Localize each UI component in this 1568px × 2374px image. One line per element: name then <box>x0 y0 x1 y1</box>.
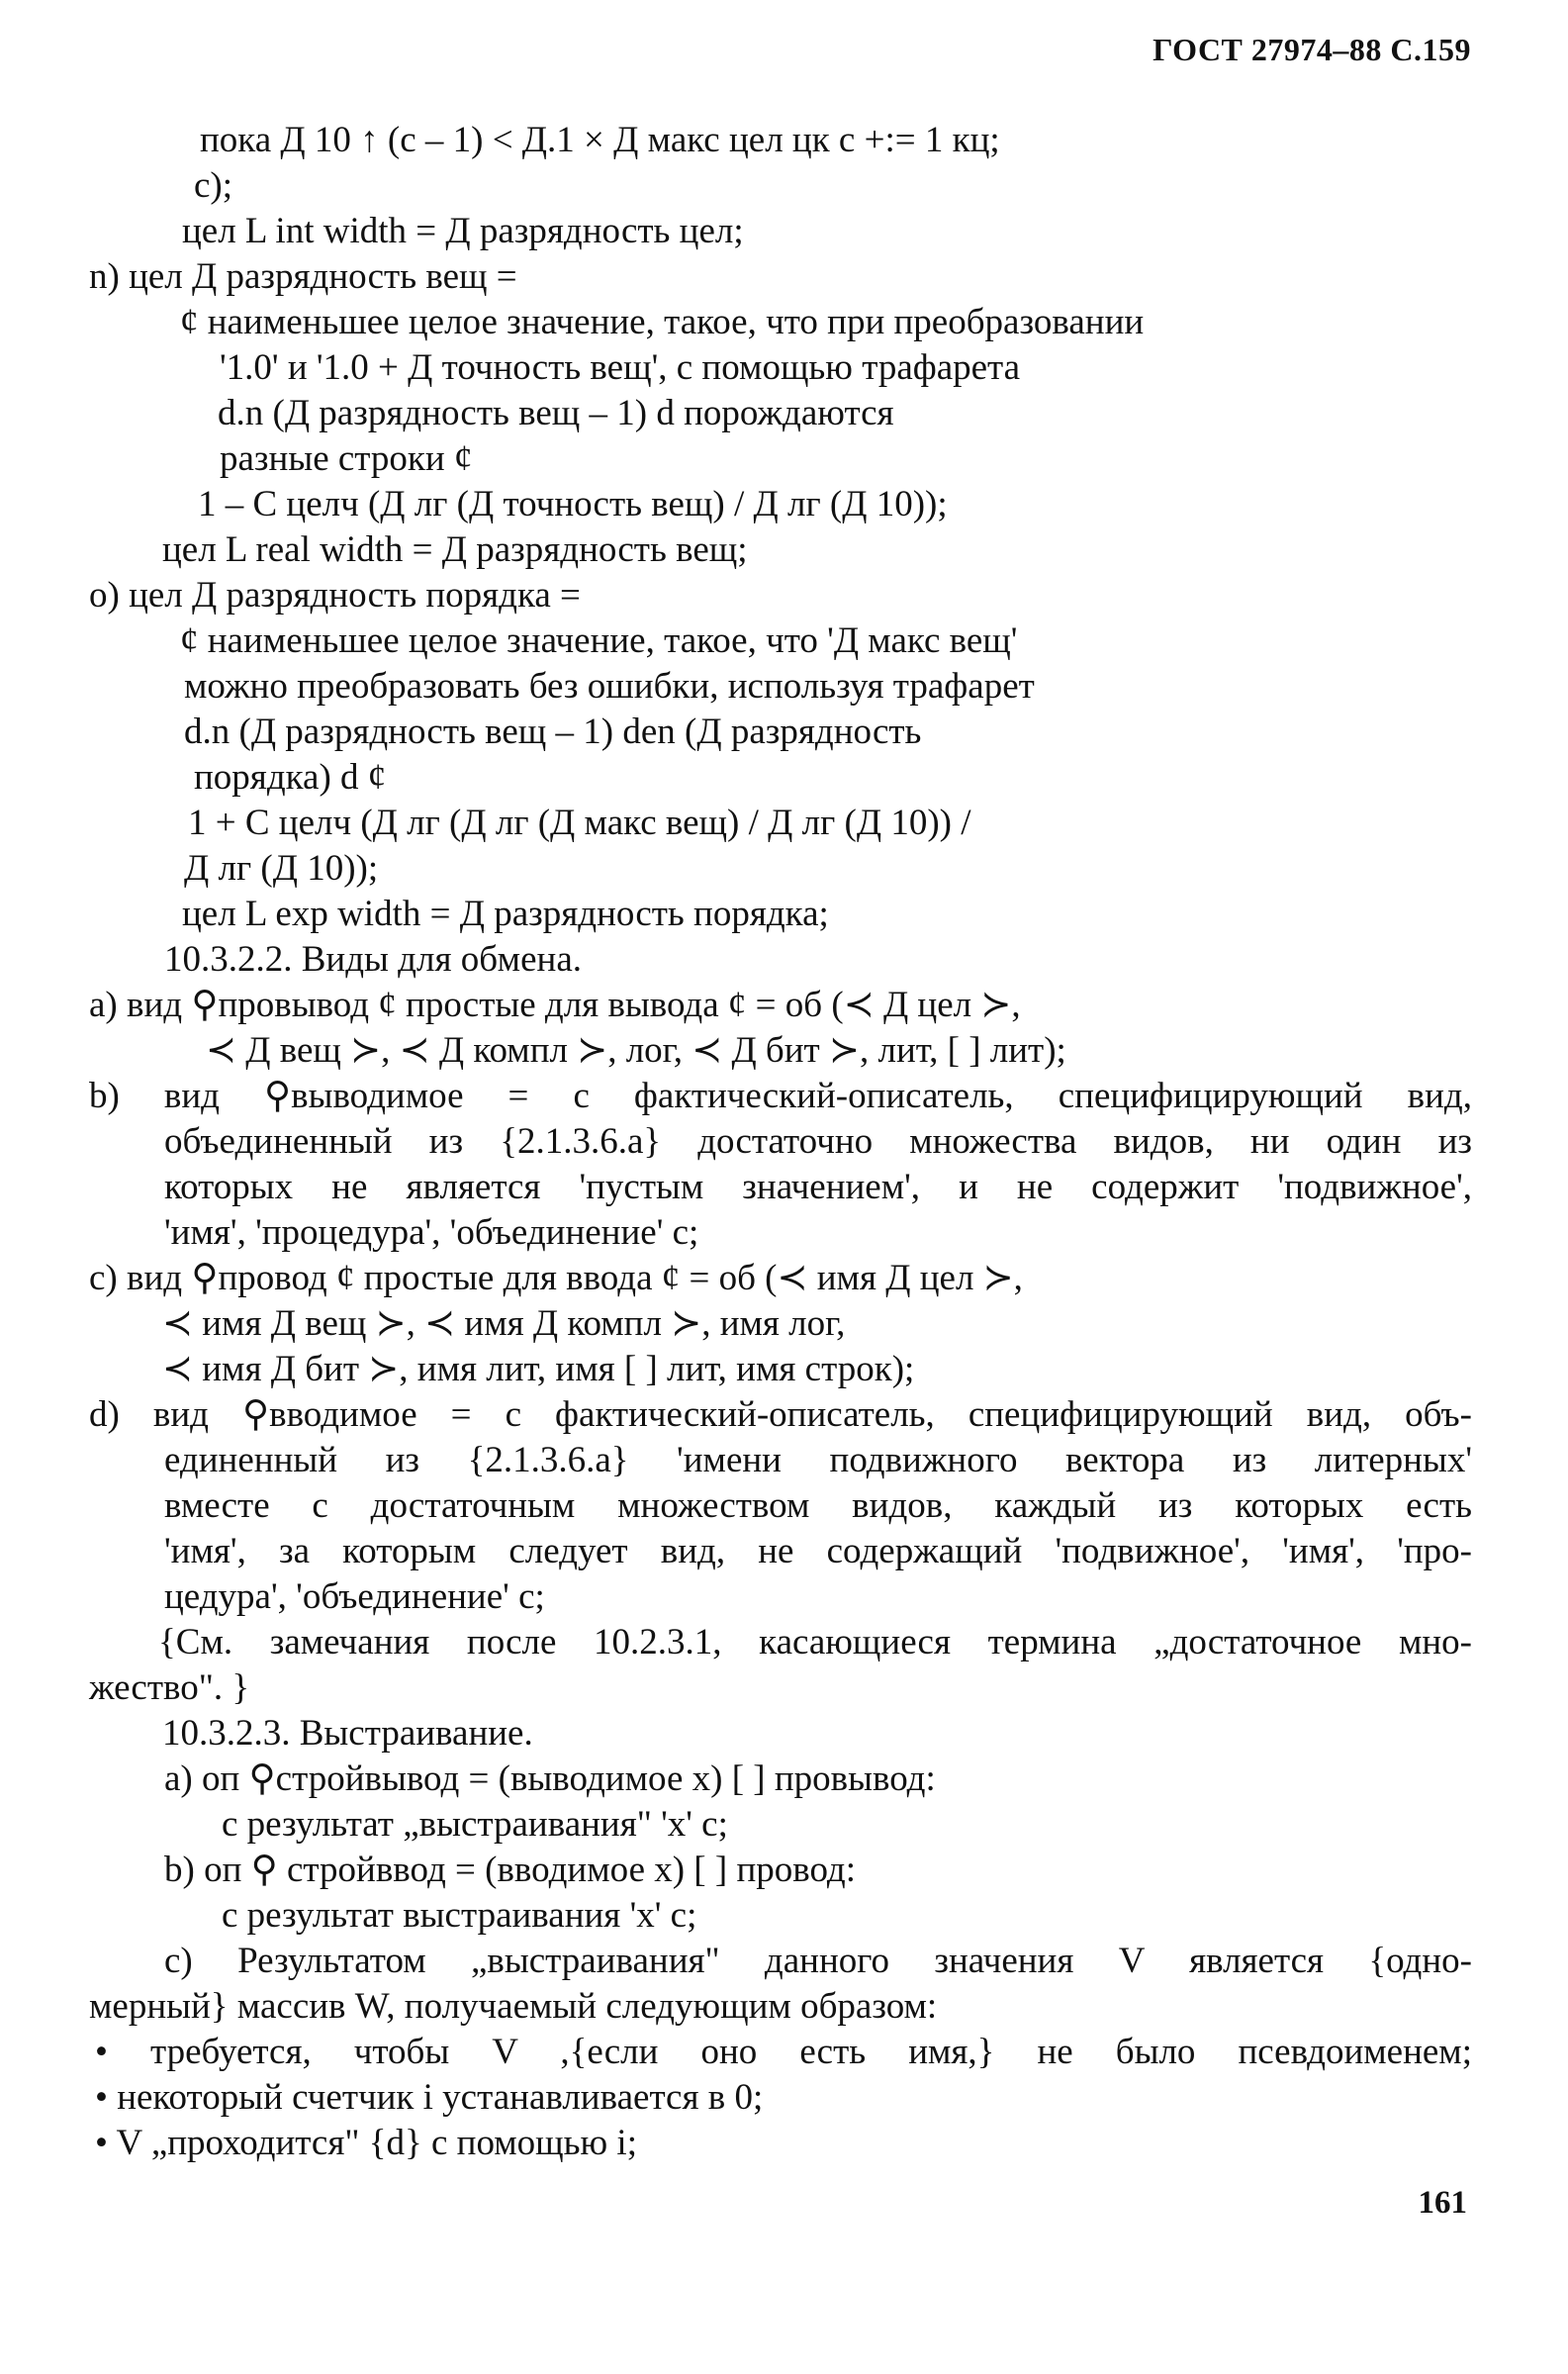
text-line: n) цел Д разрядность вещ = <box>89 256 517 297</box>
text-line: c) Результатом „выстраивания" данного значения V является {одно- <box>164 1941 1472 1981</box>
section-heading: 10.3.2.2. Виды для обмена. <box>164 939 582 980</box>
page-number: 161 <box>1418 2185 1467 2221</box>
text-line: цел L int width = Д разрядность цел; <box>182 211 744 251</box>
text-line: цедура', 'объединение' с; <box>164 1576 545 1617</box>
text-line: ≺ имя Д бит ≻, имя лит, имя [ ] лит, имя строк); <box>162 1349 915 1389</box>
text-line: c) вид ⚲провод ¢ простые для ввода ¢ = об (≺ имя Д цел ≻, <box>89 1258 1023 1298</box>
text-line: b) вид ⚲выводимое = с фактический-описатель, специфицирующий вид, <box>89 1076 1472 1116</box>
text-line: цел L real width = Д разрядность вещ; <box>162 529 748 570</box>
text-line: 1 + С целч (Д лг (Д лг (Д макс вещ) / Д лг (Д 10)) / <box>188 803 971 843</box>
text-line: которых не является 'пустым значением', и не содержит 'подвижное', <box>164 1167 1472 1207</box>
list-item: • V „проходится" {d} с помощью i; <box>95 2123 637 2163</box>
text-line: ¢ наименьшее целое значение, такое, что 'Д макс вещ' <box>180 620 1018 661</box>
text-line: d.n (Д разрядность вещ – 1) den (Д разрядность <box>184 712 922 752</box>
text-line: d.n (Д разрядность вещ – 1) d порождаются <box>218 393 894 433</box>
text-line: можно преобразовать без ошибки, используя трафарет <box>184 666 1035 707</box>
text-line: цел L exp width = Д разрядность порядка; <box>182 894 829 934</box>
list-item: • требуется, чтобы V ,{если оно есть имя,} не было псевдоименем; <box>95 2032 1472 2072</box>
text-line: разные строки ¢ <box>220 438 473 479</box>
text-line: с результат выстраивания 'x' с; <box>222 1895 697 1936</box>
text-line: b) оп ⚲ стройввод = (вводимое x) [ ] провод: <box>164 1850 857 1890</box>
text-line: ≺ имя Д вещ ≻, ≺ имя Д компл ≻, имя лог, <box>162 1303 846 1344</box>
text-line: пока Д 10 ↑ (с – 1) < Д.1 × Д макс цел цк с +:= 1 кц; <box>200 120 1000 160</box>
page-header: ГОСТ 27974–88 С.159 <box>1153 32 1471 67</box>
text-line: ¢ наименьшее целое значение, такое, что при преобразовании <box>180 302 1145 342</box>
text-line: a) оп ⚲стройвывод = (выводимое x) [ ] провывод: <box>164 1758 936 1799</box>
text-line: с); <box>194 165 233 206</box>
text-line: с результат „выстраивания" 'x' с; <box>222 1804 728 1845</box>
text-line: единенный из {2.1.3.6.a} 'имени подвижного вектора из литерных' <box>164 1440 1472 1480</box>
text-line: 1 – С целч (Д лг (Д точность вещ) / Д лг (Д 10)); <box>198 484 948 524</box>
text-line: o) цел Д разрядность порядка = <box>89 575 581 616</box>
text-line: 'имя', 'процедура', 'объединение' с; <box>164 1212 699 1253</box>
text-line: мерный} массив W, получаемый следующим образом: <box>89 1986 938 2027</box>
text-line: ≺ Д вещ ≻, ≺ Д компл ≻, лог, ≺ Д бит ≻, лит, [ ] лит); <box>206 1030 1066 1071</box>
text-line: '1.0' и '1.0 + Д точность вещ', с помощью трафарета <box>220 347 1021 388</box>
text-line: жество". } <box>89 1667 250 1708</box>
text-line: 'имя', за которым следует вид, не содержащий 'подвижное', 'имя', 'про- <box>164 1531 1472 1571</box>
text-line: порядка) d ¢ <box>194 757 387 798</box>
text-line: Д лг (Д 10)); <box>184 848 379 889</box>
text-line: вместе с достаточным множеством видов, каждый из которых есть <box>164 1485 1472 1526</box>
text-line: объединенный из {2.1.3.6.a} достаточно множества видов, ни один из <box>164 1121 1472 1162</box>
text-line: d) вид ⚲вводимое = с фактический-описатель, специфицирующий вид, объ- <box>89 1394 1472 1435</box>
section-heading: 10.3.2.3. Выстраивание. <box>162 1713 533 1754</box>
text-line: a) вид ⚲провывод ¢ простые для вывода ¢ = об (≺ Д цел ≻, <box>89 985 1021 1025</box>
text-line: {См. замечания после 10.2.3.1, касающиеся термина „достаточное мно- <box>158 1622 1472 1662</box>
list-item: • некоторый счетчик i устанавливается в 0; <box>95 2077 764 2118</box>
